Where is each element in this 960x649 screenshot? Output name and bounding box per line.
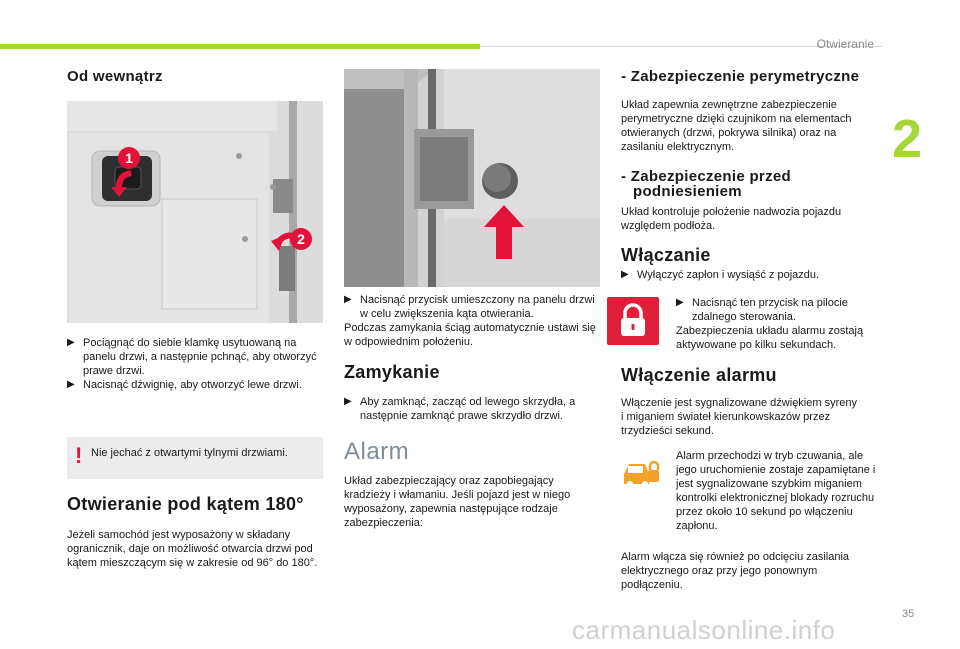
bullet-text: Wyłączyć zapłon i wysiąść z pojazdu. [637, 269, 820, 281]
trigger-note: Alarm przechodzi w tryb czuwania, ale jego uruchomienie zostaje zapamiętane i jest sygnalizowane szybkim miganiem kontrolki elektronicznej blokady rozruchu przez około 10 sekund po włączeniu zapłonu. [676, 450, 876, 532]
door-interior-illustration [67, 101, 323, 323]
warning-box [67, 437, 323, 479]
bullet-marker-icon: ▶ [621, 269, 629, 280]
heading-alarm-trigger: Włączenie alarmu [621, 365, 777, 385]
trigger-paragraph: Włączenie jest sygnalizowane dźwiękiem syreny i miganiem świateł kierunkowskazów przez trzydzieści sekund. [621, 397, 857, 437]
hinge-note: Podczas zamykania ściąg automatycznie ustawi się w odpowiednim położeniu. [344, 322, 596, 348]
watermark: carmanualsonline.info [572, 615, 836, 645]
bullet-text: Nacisnąć ten przycisk na pilocie zdalnego sterowania. [692, 297, 848, 323]
bullet-marker-icon: ▶ [344, 294, 352, 305]
bullet-text: Nacisnąć dźwignię, aby otworzyć lewe drzwi. [83, 379, 302, 391]
bullet-text: Pociągnąć do siebie klamkę usytuowaną na panelu drzwi, a następnie pchnąć, aby otworzyć prawe drzwi. [83, 337, 317, 377]
heading-lift-line-2: podniesieniem [633, 183, 742, 200]
heading-perimeter: - Zabezpieczenie perymetryczne [621, 68, 860, 85]
callout-2-label: 2 [297, 231, 305, 247]
warning-text: Nie jechać z otwartymi tylnymi drzwiami. [91, 447, 288, 459]
lock-button-icon [607, 297, 659, 345]
bullet-text: Nacisnąć przycisk umieszczony na panelu drzwi w celu zwiększenia kąta otwierania. [360, 294, 595, 320]
alarm-car-icon [621, 452, 661, 492]
switch-on-bullets [621, 268, 877, 282]
bullet-marker-icon: ▶ [676, 297, 684, 308]
hinge-text-block [344, 293, 600, 349]
bullet-text: Aby zamknąć, zacząć od lewego skrzydła, a następnie zamknąć prawe skrzydło drzwi. [360, 396, 576, 422]
final-paragraph: Alarm włącza się również po odcięciu zasilania elektrycznego oraz przy jego ponownym podłączeniu. [621, 551, 850, 591]
list-item [676, 296, 876, 324]
list-item [67, 378, 323, 392]
door-hinge-photo [344, 69, 600, 287]
heading-alarm: Alarm [344, 438, 410, 465]
bullet-marker-icon: ▶ [67, 337, 75, 348]
heading-from-inside: Od wewnątrz [67, 68, 163, 85]
header-accent-bar [0, 44, 480, 49]
closing-bullets [344, 395, 600, 423]
alarm-paragraph: Układ zabezpieczający oraz zapobiegający kradzieży i włamaniu. Jeśli pojazd jest w niego wyposażony, zapewnia następujące rodzaje zabezpieczenia: [344, 475, 571, 529]
bullet-marker-icon: ▶ [344, 396, 352, 407]
perimeter-paragraph: Układ zapewnia zewnętrzne zabezpieczenie perymetryczne dzięki czujnikom na elementach otwieranych (drzwi, pokrywa silnika) oraz na zasilaniu elektrycznym. [621, 99, 852, 153]
remote-lock-note: Zabezpieczenia układu alarmu zostają aktywowane po kilku sekundach. [676, 325, 864, 351]
section-title: Otwieranie [816, 37, 874, 51]
callout-1-label: 1 [125, 150, 133, 166]
inside-bullets [67, 336, 323, 392]
page-number: 35 [902, 608, 915, 620]
angle-paragraph: Jeżeli samochód jest wyposażony w składany ogranicznik, daje on możliwość otwarcia drzwi pod kątem mieszczącym się w zakresie od 96° do 180°. [67, 529, 318, 569]
list-item [67, 336, 323, 378]
bullet-marker-icon: ▶ [67, 379, 75, 390]
heading-lift-line-1: - Zabezpieczenie przed [621, 168, 791, 185]
chapter-number: 2 [892, 109, 923, 169]
heading-180-opening: Otwieranie pod kątem 180° [67, 494, 304, 514]
door-interior-photo [67, 101, 323, 323]
exclamation-icon: ! [75, 443, 83, 468]
door-hinge-illustration [344, 69, 600, 287]
remote-lock-text [676, 296, 876, 352]
heading-switch-on: Włączanie [621, 245, 711, 265]
list-item [621, 268, 877, 282]
lift-paragraph: Układ kontroluje położenie nadwozia pojazdu względem podłoża. [621, 206, 842, 232]
list-item [344, 293, 600, 321]
heading-closing: Zamykanie [344, 362, 440, 382]
list-item [344, 395, 600, 423]
